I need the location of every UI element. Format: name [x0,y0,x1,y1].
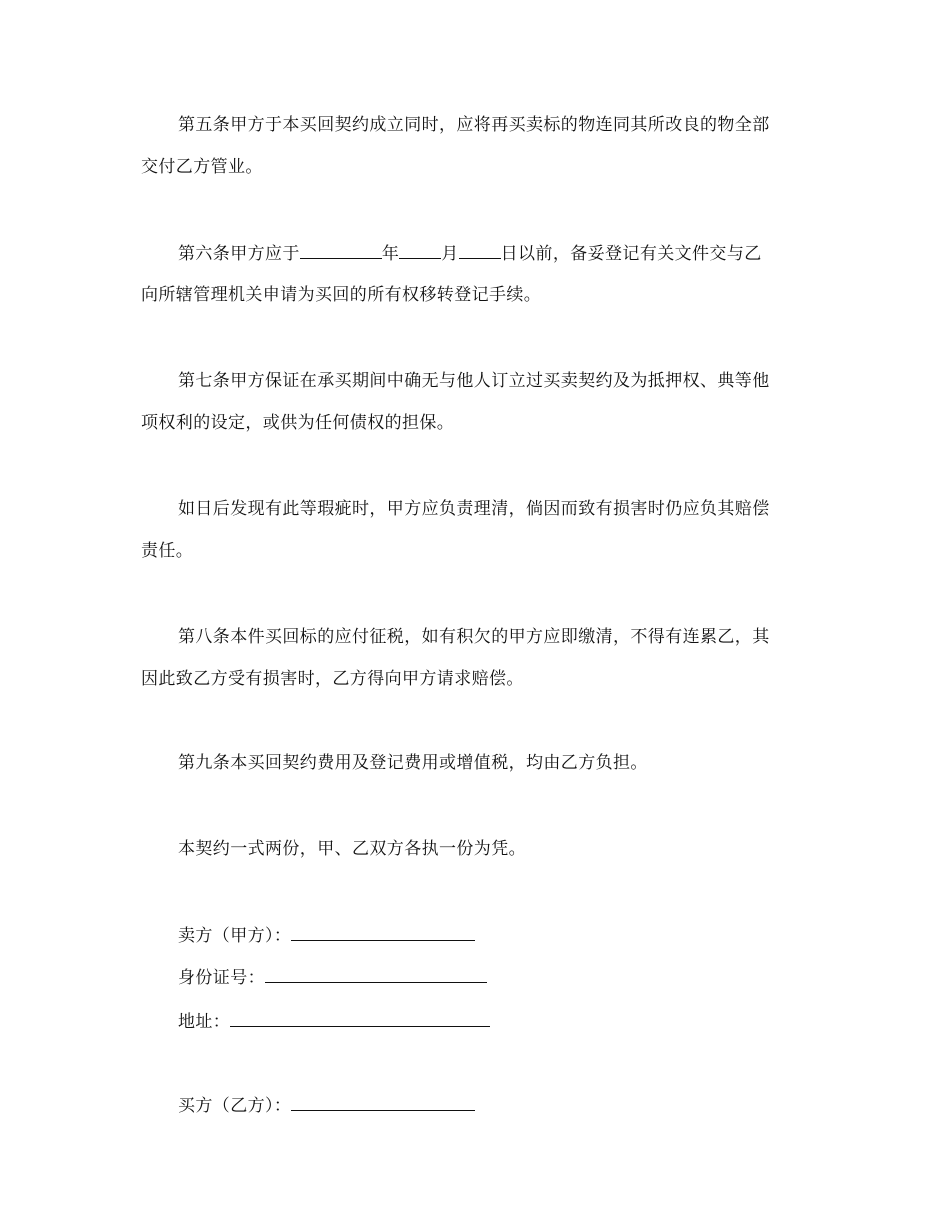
month-blank [399,242,441,259]
article6-line1 [178,242,762,265]
day-blank [459,242,501,259]
seller-blank [291,924,475,941]
id-signature-line [178,966,487,989]
buyer-blank [291,1094,475,1111]
seller-label: 卖方（甲方）： [178,926,292,946]
id-label: 身份证号： [178,968,265,988]
defect-line1: 如日后发现有此等瑕疵时，甲方应负责理清，倘因而致有损害时仍应负其赔偿 [178,499,770,519]
article8-line1: 第八条本件买回标的应付征税，如有积欠的甲方应即缴清，不得有连累乙，其 [178,627,770,647]
year-blank [300,242,382,259]
copies-line1: 本契约一式两份，甲、乙双方各执一份为凭。 [178,839,526,859]
defect-line2: 责任。 [141,541,194,561]
article5-line1: 第五条甲方于本买回契约成立同时，应将再买卖标的物连同其所改良的物全部 [178,115,770,135]
article6-suffix: 日以前，备妥登记有关文件交与乙 [500,244,762,264]
article8-line2: 因此致乙方受有损害时，乙方得向甲方请求赔偿。 [141,669,524,689]
buyer-signature-line [178,1094,475,1117]
address-label: 地址： [178,1012,231,1032]
buyer-label: 买方（乙方）： [178,1096,292,1116]
address-blank [230,1010,490,1027]
month-label: 月 [441,244,459,264]
article6-prefix: 第六条甲方应于 [178,244,300,264]
seller-signature-line [178,924,475,947]
id-blank [265,966,487,983]
article5-line2: 交付乙方管业。 [141,157,263,177]
article6-line2: 向所辖管理机关申请为买回的所有权移转登记手续。 [141,285,542,305]
year-label: 年 [381,244,400,264]
article7-line2: 项权利的设定，或供为任何债权的担保。 [141,413,455,433]
article7-line1: 第七条甲方保证在承买期间中确无与他人订立过买卖契约及为抵押权、典等他 [178,371,770,391]
address-signature-line [178,1010,490,1033]
article9-line1: 第九条本买回契约费用及登记费用或增值税，均由乙方负担。 [178,753,648,773]
